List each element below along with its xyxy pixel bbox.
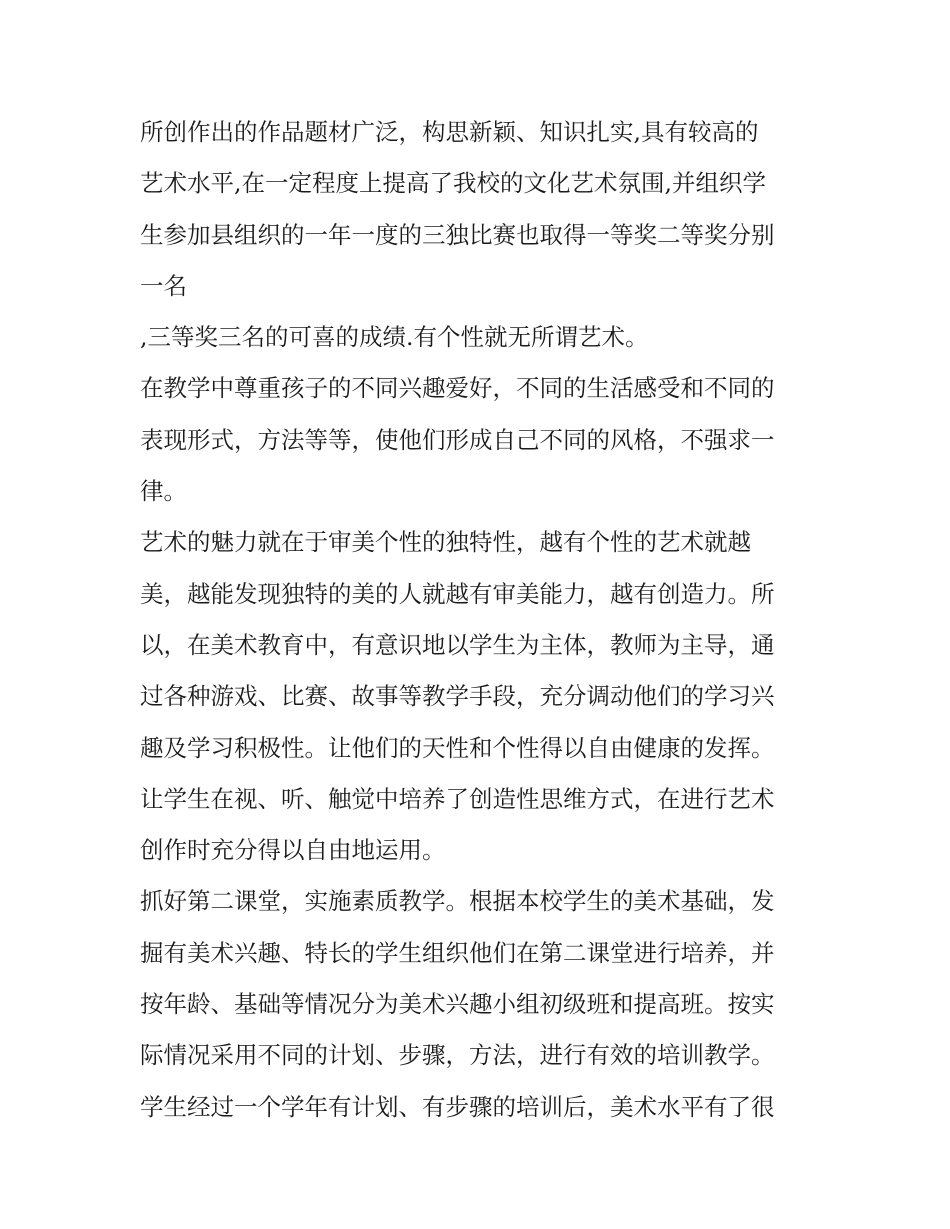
text-line: 趣及学习积极性。让他们的天性和个性得以自由健康的发挥。 [140,733,775,762]
text-line: 创作时充分得以自由地运用。 [140,836,446,865]
text-line: 所创作出的作品题材广泛，构思新颖、知识扎实,具有较高的 [140,118,759,146]
text-line: 生参加县组织的一年一度的三独比赛也取得一等奖二等奖分别 [140,220,775,249]
text-line: 美，越能发现独特的美的人就越有审美能力，越有创造力。所 [140,579,775,608]
text-line: 律。 [140,477,187,506]
text-line: 际情况采用不同的计划、步骤，方法，进行有效的培训教学。 [140,1041,775,1070]
text-line: 过各种游戏、比赛、故事等教学手段，充分调动他们的学习兴 [140,682,775,711]
text-line: ,三等奖三名的可喜的成绩.有个性就无所谓艺术。 [140,323,649,352]
text-line: 按年龄、基础等情况分为美术兴趣小组初级班和提高班。按实 [140,990,775,1019]
text-line: 掘有美术兴趣、特长的学生组织他们在第二课堂进行培养，并 [140,938,775,967]
text-line: 艺术的魅力就在于审美个性的独特性，越有个性的艺术就越 [140,528,751,557]
text-line: 艺术水平,在一定程度上提高了我校的文化艺术氛围,并组织学 [140,169,766,198]
text-line: 抓好第二课堂，实施素质教学。根据本校学生的美术基础，发 [140,887,775,916]
text-line: 让学生在视、听、触觉中培养了创造性思维方式，在进行艺术 [140,784,775,813]
text-line: 以，在美术教育中，有意识地以学生为主体，教师为主导，通 [140,630,775,659]
body-text [140,107,820,1133]
text-line: 学生经过一个学年有计划、有步骤的培训后，美术水平有了很 [140,1092,775,1121]
text-line: 在教学中尊重孩子的不同兴趣爱好，不同的生活感受和不同的 [140,374,775,403]
text-line: 一名 [140,271,187,300]
text-line: 表现形式，方法等等，使他们形成自己不同的风格，不强求一 [140,425,775,454]
